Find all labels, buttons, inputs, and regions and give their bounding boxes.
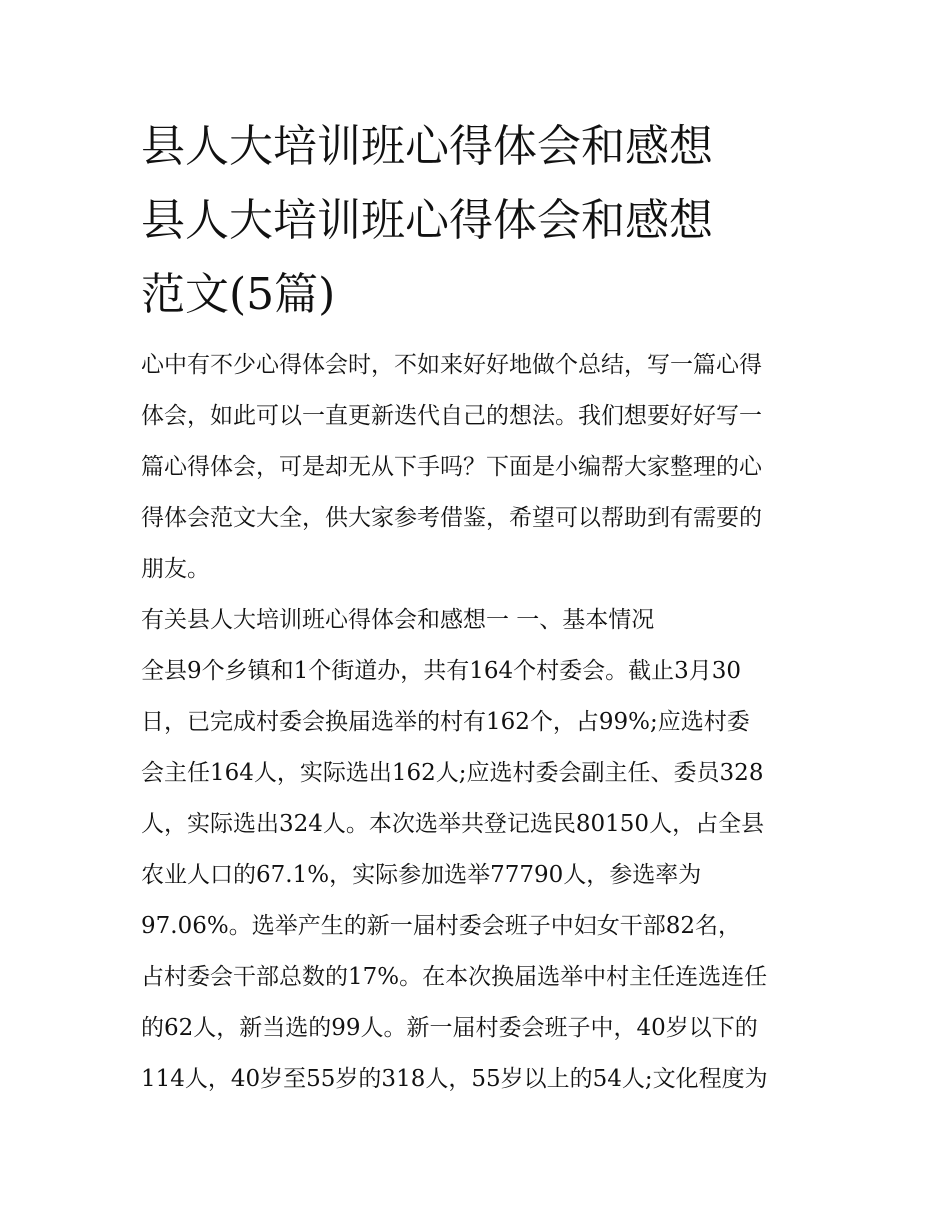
body-line: 的62人，新当选的99人。新一届村委会班子中，40岁以下的 [141,1015,758,1041]
title-line: 县人大培训班心得体会和感想 [141,195,713,246]
body-line: 得体会范文大全，供大家参考借鉴，希望可以帮助到有需要的 [141,505,762,531]
document-body [141,340,821,1105]
body-line: 114人，40岁至55岁的318人，55岁以上的54人;文化程度为 [141,1066,768,1092]
body-line: 体会，如此可以一直更新迭代自己的想法。我们想要好好写一 [141,403,762,429]
body-line: 会主任164人，实际选出162人;应选村委会副主任、委员328 [141,760,764,786]
title-line: 范文(5篇) [141,269,336,320]
document-content [141,110,821,1105]
document-title [141,110,821,332]
body-line: 全县9个乡镇和1个街道办，共有164个村委会。截止3月30 [141,658,742,684]
body-line: 97.06%。选举产生的新一届村委会班子中妇女干部82名， [141,913,741,939]
body-line: 农业人口的67.1%，实际参加选举77790人，参选率为 [141,862,702,888]
body-line: 日，已完成村委会换届选举的村有162个，占99%;应选村委 [141,709,750,735]
body-line: 朋友。 [141,556,210,582]
body-line: 占村委会干部总数的17%。在本次换届选举中村主任连选连任 [141,964,768,990]
section-heading: 有关县人大培训班心得体会和感想一 一、基本情况 [141,607,655,633]
body-line: 篇心得体会，可是却无从下手吗？下面是小编帮大家整理的心 [141,454,762,480]
title-line: 县人大培训班心得体会和感想 [141,121,713,172]
body-line: 人，实际选出324人。本次选举共登记选民80150人，占全县 [141,811,765,837]
body-line: 心中有不少心得体会时，不如来好好地做个总结，写一篇心得 [141,352,762,378]
